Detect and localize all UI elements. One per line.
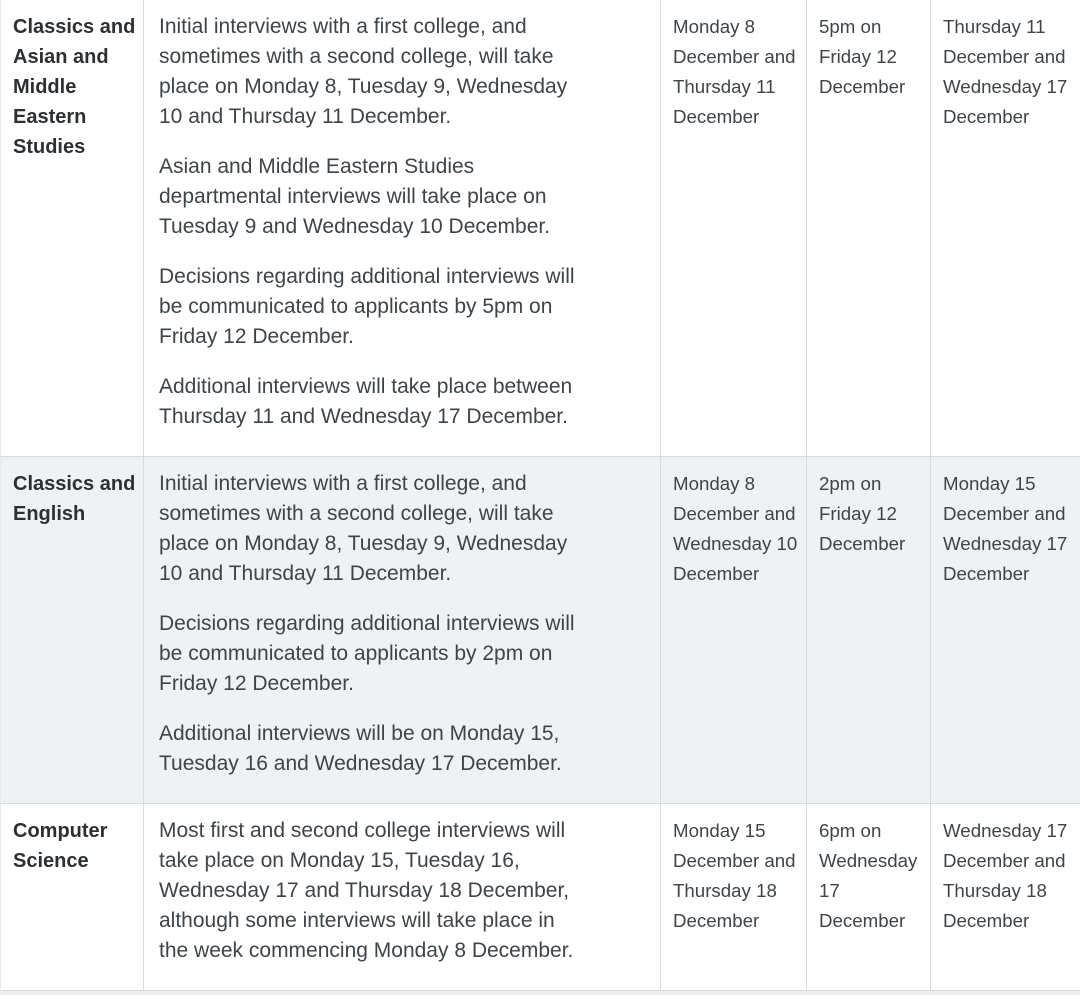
interview-dates-cell: Monday 15 December and Thursday 18 December xyxy=(661,804,807,990)
decision-deadline-cell: 5pm on Friday 12 December xyxy=(807,0,931,456)
description-paragraph: Additional interviews will take place between Thursday 11 and Wednesday 17 December. xyxy=(159,375,573,428)
additional-interviews-cell: Monday 15 December and Wednesday 17 December xyxy=(943,473,1068,584)
table-row xyxy=(1,457,1080,804)
description-cell xyxy=(144,457,661,803)
description-paragraph: Asian and Middle Eastern Studies departmental interviews will take place on Tuesday 9 and Wednesday 10 December. xyxy=(159,155,551,238)
page-background-strip xyxy=(0,991,1080,995)
additional-interviews-cell: Wednesday 17 December and Thursday 18 December xyxy=(943,820,1068,931)
interview-dates-cell: Monday 8 December and Thursday 11 December xyxy=(661,0,807,456)
decision-deadline-cell: 2pm on Friday 12 December xyxy=(807,457,931,803)
interview-dates-cell: Monday 8 December and Wednesday 10 December xyxy=(661,457,807,803)
description-cell xyxy=(144,0,661,456)
table-row xyxy=(1,804,1080,990)
table-row xyxy=(1,0,1080,457)
description-paragraph: Initial interviews with a first college, and sometimes with a second college, will take place on Monday 8, Tuesday 9, Wednesday 10 and Thursday 11 December. xyxy=(159,472,568,585)
course-cell: Computer Science xyxy=(1,804,144,990)
course-cell: Classics and English xyxy=(1,457,144,803)
decision-deadline-cell: 6pm on Wednesday 17 December xyxy=(807,804,931,990)
additional-interviews-cell: Thursday 11 December and Wednesday 17 December xyxy=(943,16,1068,127)
description-paragraph: Decisions regarding additional interviews will be communicated to applicants by 2pm on Friday 12 December. xyxy=(159,612,575,695)
course-cell: Classics and Asian and Middle Eastern Studies xyxy=(1,0,144,456)
description-paragraph: Initial interviews with a first college, and sometimes with a second college, will take place on Monday 8, Tuesday 9, Wednesday 10 and Thursday 11 December. xyxy=(159,15,568,128)
description-paragraph: Most first and second college interviews will take place on Monday 15, Tuesday 16, Wednesday 17 and Thursday 18 December, although some interviews will take place in the week commencing Monday 8 December. xyxy=(159,819,574,962)
description-cell xyxy=(144,804,661,990)
description-paragraph: Additional interviews will be on Monday 15, Tuesday 16 and Wednesday 17 December. xyxy=(159,722,562,775)
description-paragraph: Decisions regarding additional interviews will be communicated to applicants by 5pm on Friday 12 December. xyxy=(159,265,575,348)
